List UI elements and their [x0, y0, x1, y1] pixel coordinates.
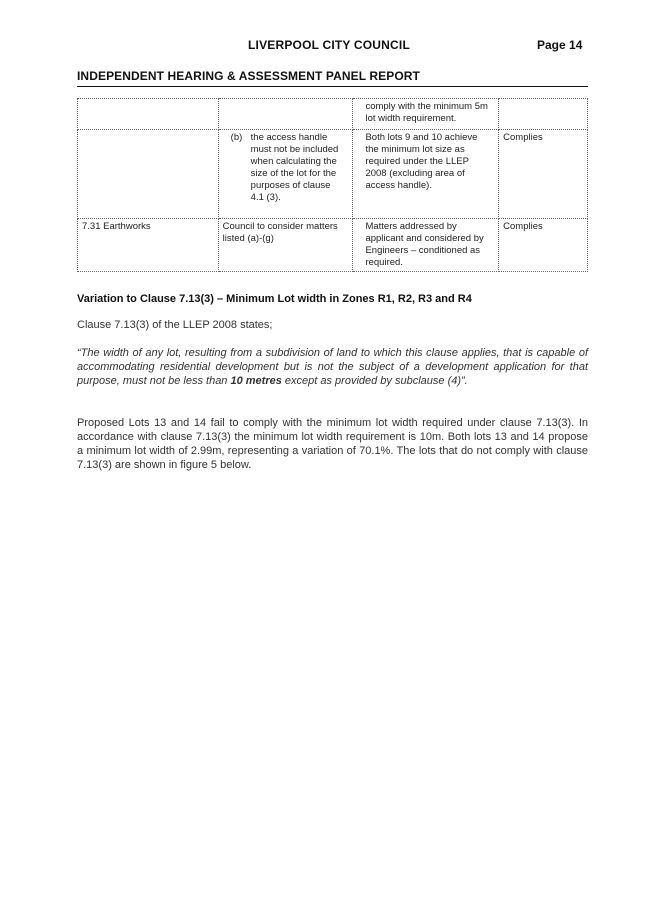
requirement-label: (b): [230, 132, 243, 143]
requirement-cell: Council to consider matters listed (a)-(g): [218, 219, 353, 272]
assessment-cell: Both lots 9 and 10 achieve the minimum lot size as required under the LLEP 2008 (excluding area of access handle).: [353, 130, 499, 219]
assessment-cell: comply with the minimum 5m lot width requirement.: [353, 99, 499, 130]
requirement-cell: [218, 99, 353, 130]
clause-cell: 7.31 Earthworks: [78, 219, 219, 272]
header-rule: [77, 86, 588, 87]
clause-cell: [78, 130, 219, 219]
quote-emphasis: 10 metres: [230, 375, 282, 387]
compliance-cell: Complies: [499, 130, 588, 219]
compliance-table: [77, 98, 588, 272]
compliance-cell: [499, 99, 588, 130]
table-row: [78, 219, 588, 272]
body-paragraph: Proposed Lots 13 and 14 fail to comply with the minimum lot width required under clause 7.13(3). In accordance with clause 7.13(3) the minimum lot width requirement is 10m. Both lots 13 and 14 propose a minimum lot width of 2.99m, representing a variation of 70.1%. The lots that do not comply with clause 7.13(3) are shown in figure 5 below.: [77, 417, 588, 471]
assessment-cell: Matters addressed by applicant and considered by Engineers – conditioned as required.: [353, 219, 499, 272]
compliance-cell: Complies: [499, 219, 588, 272]
clause-quote: [77, 346, 588, 388]
council-name: LIVERPOOL CITY COUNCIL: [248, 38, 410, 52]
report-title: INDEPENDENT HEARING & ASSESSMENT PANEL REPORT: [77, 69, 420, 83]
page-number: Page 14: [537, 38, 583, 52]
table-row: [78, 99, 588, 130]
table-row: [78, 130, 588, 219]
requirement-text: the access handle must not be included when calculating the size of the lot for the purposes of clause 4.1 (3).: [250, 132, 339, 203]
section-heading: Variation to Clause 7.13(3) – Minimum Lot width in Zones R1, R2, R3 and R4: [77, 293, 472, 305]
clause-cell: [78, 99, 219, 130]
quote-text-start: “The width of any lot, resulting from a subdivision of land to which this clause applies, that is capable of accommodating residential development but is not the subject of a development application for that purpose, must not be less than: [77, 347, 588, 387]
intro-paragraph: Clause 7.13(3) of the LLEP 2008 states;: [77, 319, 273, 331]
requirement-cell: [218, 130, 353, 219]
quote-text-end: except as provided by subclause (4)”.: [281, 375, 468, 387]
